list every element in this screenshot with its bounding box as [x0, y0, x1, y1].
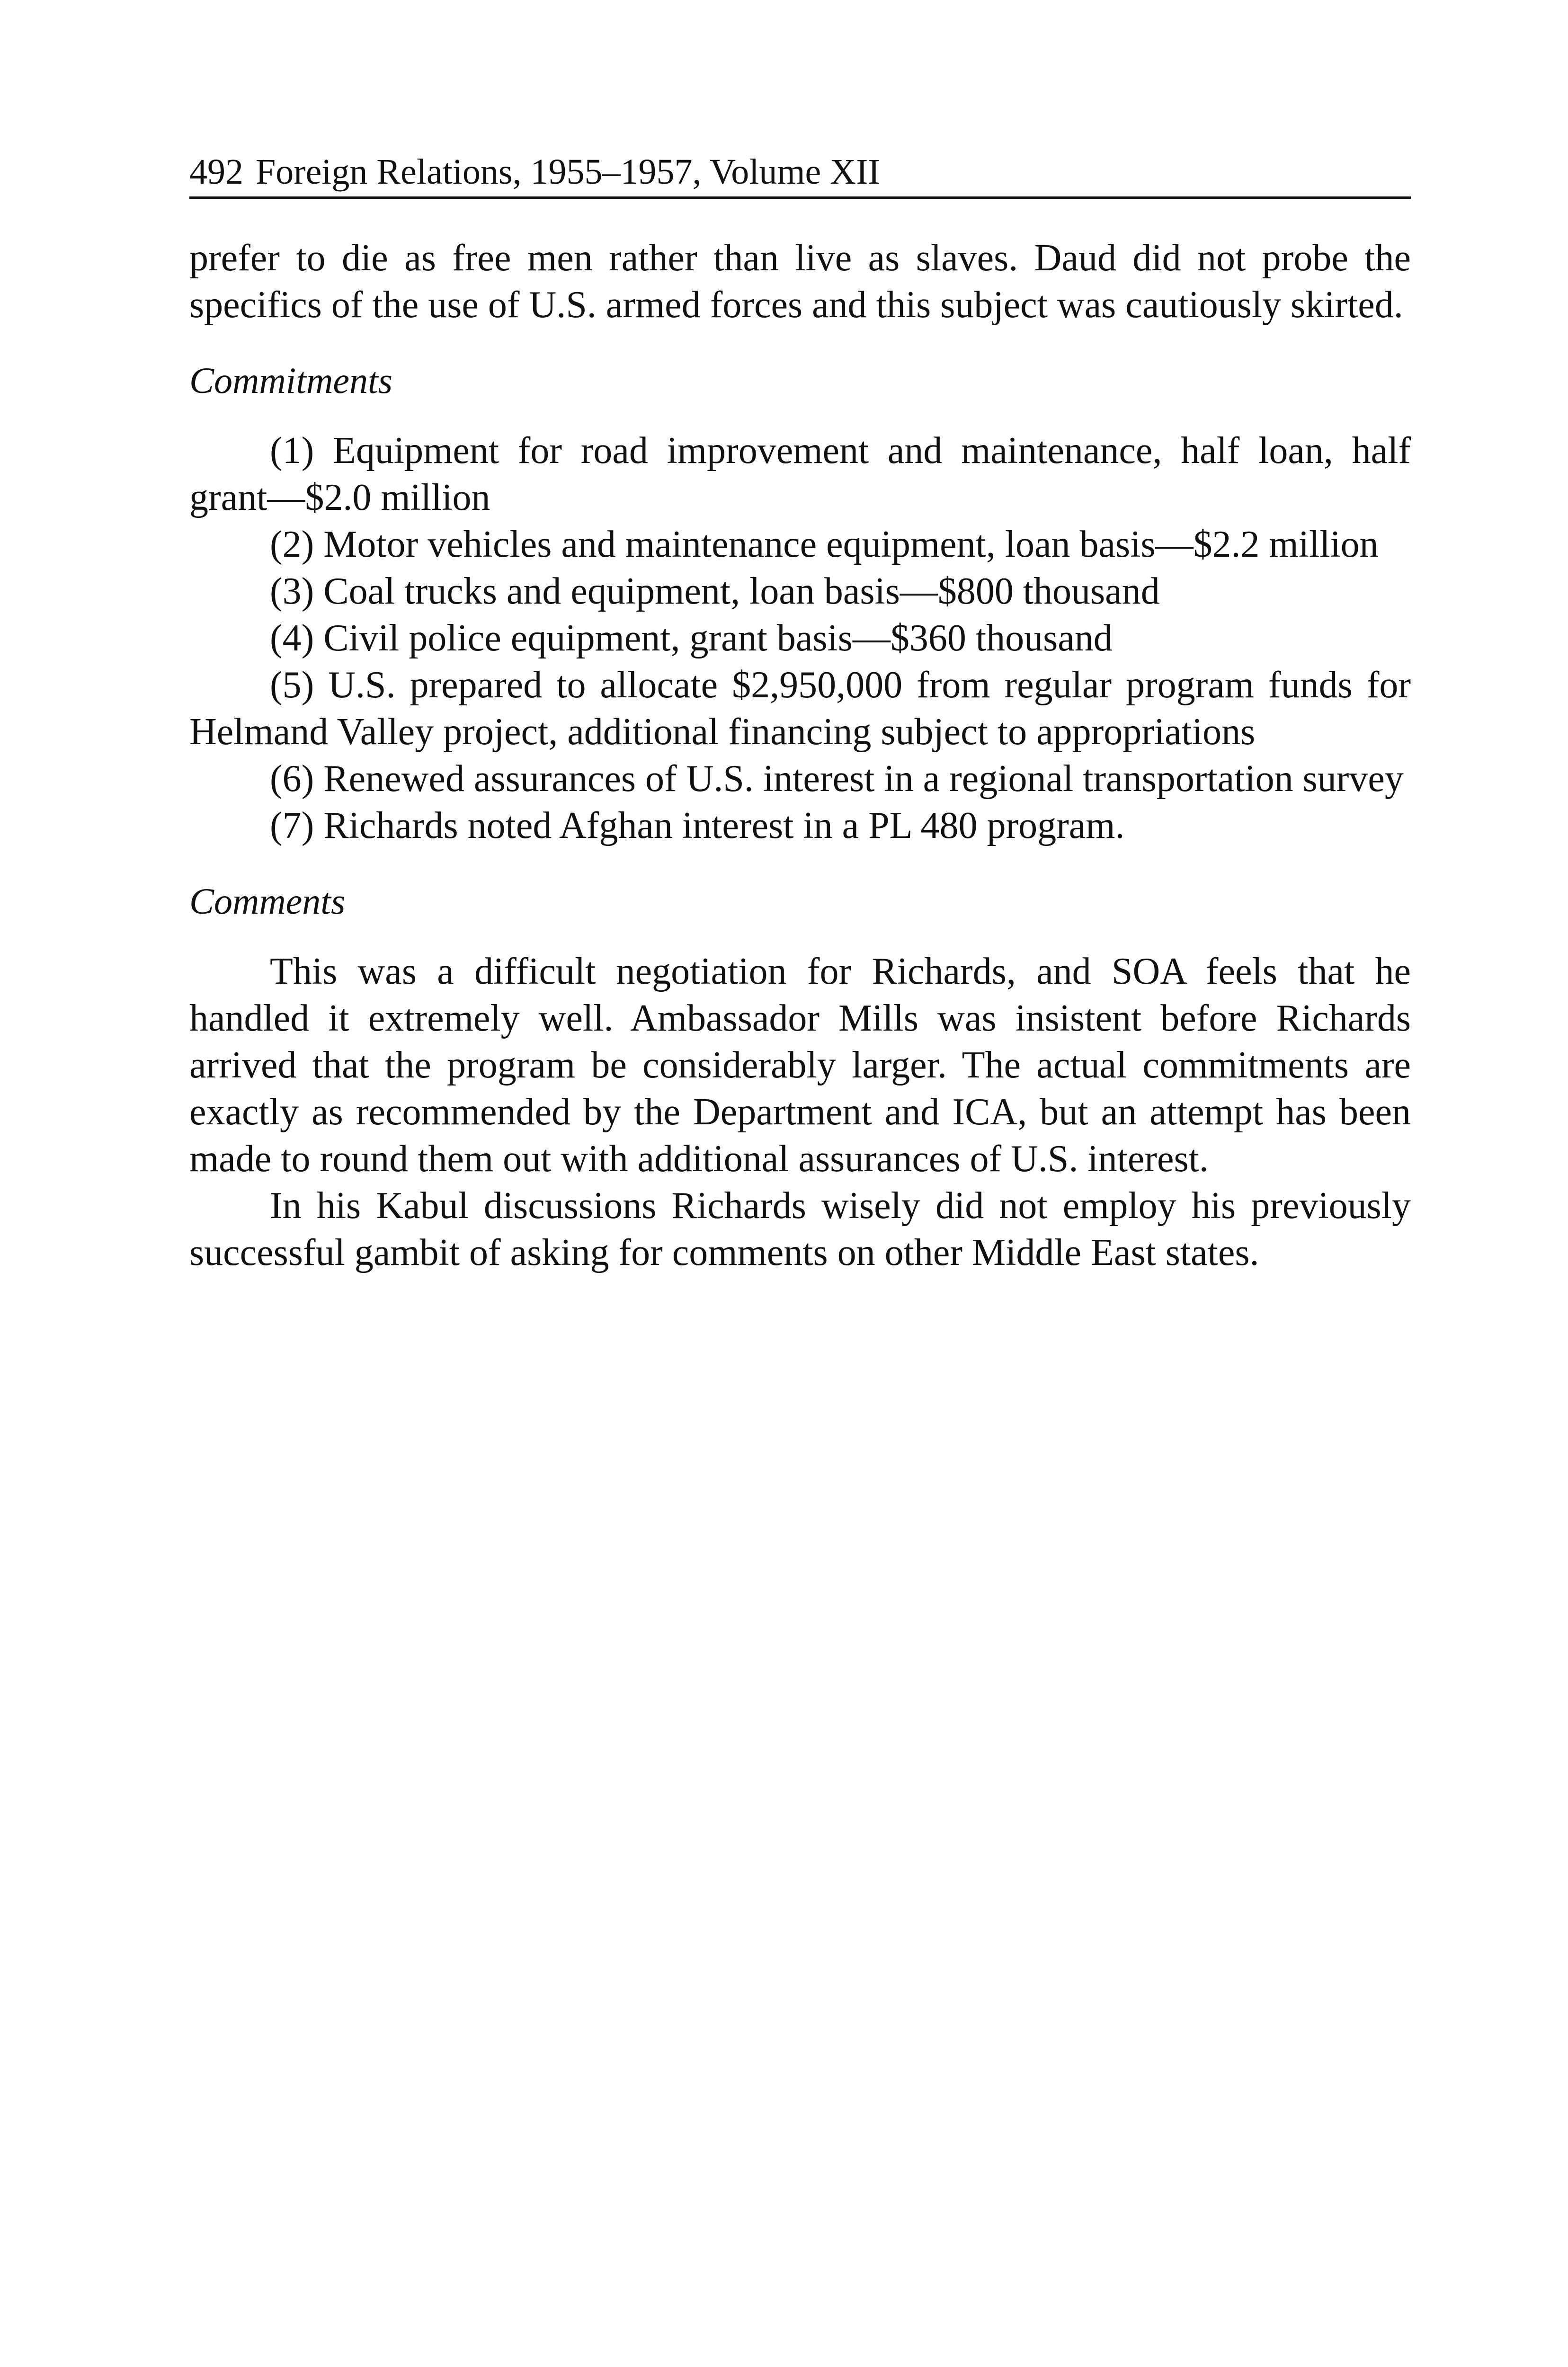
header-title: Foreign Relations, 1955–1957, Volume XII	[256, 152, 880, 192]
body-text	[189, 235, 1411, 1276]
comments-heading: Comments	[189, 881, 346, 922]
page-number: 492	[189, 152, 243, 192]
commitments-list	[189, 427, 1411, 849]
running-header	[189, 151, 1411, 199]
commitment-item-1: (1) Equipment for road improvement and maintenance, half loan, half grant—$2.0 million	[189, 430, 1411, 519]
commitments-heading: Commitments	[189, 360, 392, 401]
commitment-item-7: (7) Richards noted Afghan interest in a PL 480 program.	[270, 805, 1125, 847]
comments-body	[189, 948, 1411, 1276]
commitment-item-2: (2) Motor vehicles and maintenance equipment, loan basis—$2.2 million	[270, 524, 1379, 566]
commitment-item-4: (4) Civil police equipment, grant basis—$360 thousand	[270, 617, 1113, 659]
commitment-item-5: (5) U.S. prepared to allocate $2,950,000 from regular program funds for Helmand Valley project, additional financing subject to appropriations	[189, 664, 1411, 753]
comments-paragraph-1: This was a difficult negotiation for Richards, and SOA feels that he handled it extremely well. Ambassador Mills was insistent before Richards arrived that the program be considerably larger. The actual commitments are exactly as recommended by the Department and ICA, but an attempt has been made to round them out with additional assurances of U.S. interest.	[189, 951, 1411, 1180]
commitment-item-6: (6) Renewed assurances of U.S. interest in a regional transportation survey	[270, 758, 1404, 800]
comments-paragraph-2: In his Kabul discussions Richards wisely did not employ his previously successful gambit of asking for comments on other Middle East states.	[189, 1185, 1411, 1274]
document-page	[189, 151, 1411, 1276]
commitment-item-3: (3) Coal trucks and equipment, loan basis—$800 thousand	[270, 570, 1160, 613]
intro-paragraph: prefer to die as free men rather than live as slaves. Daud did not probe the specifics of the use of U.S. armed forces and this subject was cautiously skirted.	[189, 237, 1411, 326]
